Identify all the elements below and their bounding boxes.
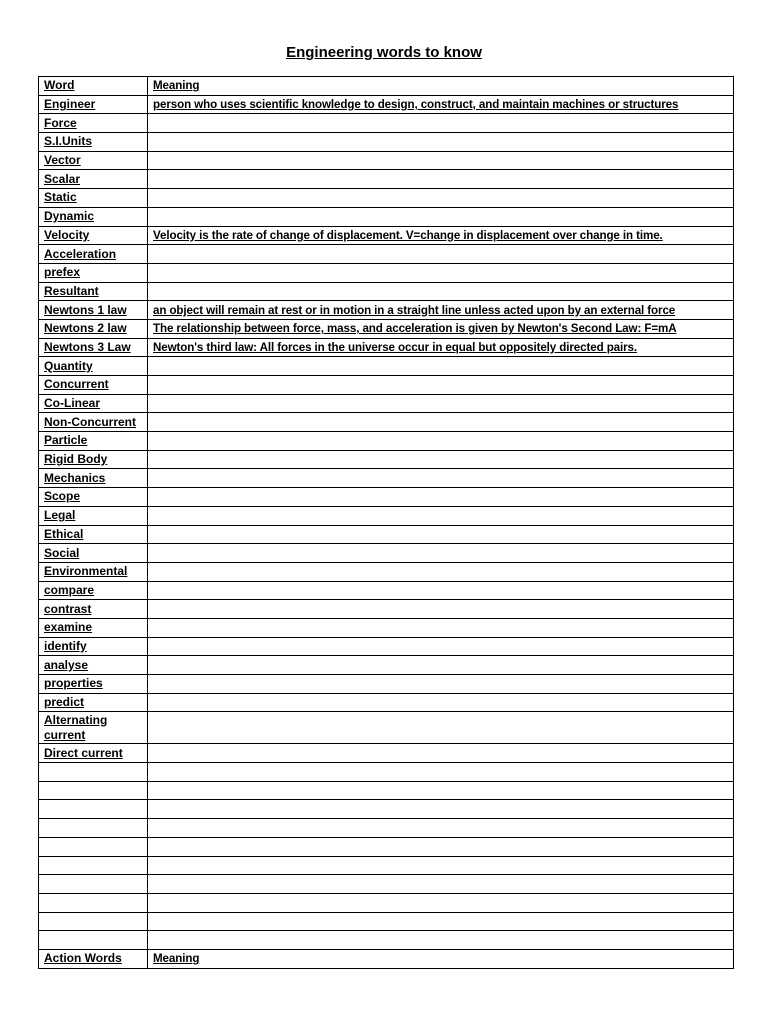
table-row [39,170,734,189]
word-cell: identify [39,637,148,656]
table-row [39,207,734,226]
meaning-cell [148,856,734,875]
word-cell: Engineer [39,95,148,114]
word-cell: predict [39,693,148,712]
word-cell: examine [39,618,148,637]
table-row [39,893,734,912]
word-cell: Concurrent [39,376,148,395]
word-cell: compare [39,581,148,600]
meaning-cell: Meaning [148,949,734,968]
meaning-cell [148,282,734,301]
word-cell: Newtons 2 law [39,319,148,338]
word-cell [39,856,148,875]
word-cell: Mechanics [39,469,148,488]
table-row [39,800,734,819]
word-cell [39,763,148,782]
word-cell: Dynamic [39,207,148,226]
word-cell: prefex [39,263,148,282]
word-cell: Acceleration [39,245,148,264]
meaning-cell [148,931,734,950]
table-row [39,114,734,133]
table-row [39,763,734,782]
table-row [39,488,734,507]
meaning-cell [148,488,734,507]
table-row [39,562,734,581]
word-cell: Direct current [39,744,148,763]
meaning-cell [148,432,734,451]
table-row [39,506,734,525]
meaning-cell [148,800,734,819]
vocabulary-table [38,76,734,969]
table-row [39,912,734,931]
word-cell: Scope [39,488,148,507]
word-cell: Action Words [39,949,148,968]
meaning-cell [148,170,734,189]
word-cell [39,819,148,838]
table-row [39,151,734,170]
table-row [39,581,734,600]
meaning-cell: an object will remain at rest or in motion in a straight line unless acted upon by an external force [148,301,734,320]
table-row [39,875,734,894]
vocabulary-table-body [39,77,734,969]
meaning-cell [148,562,734,581]
table-row [39,856,734,875]
meaning-cell [148,618,734,637]
meaning-cell [148,781,734,800]
meaning-cell [148,189,734,208]
meaning-cell [148,912,734,931]
meaning-cell [148,133,734,152]
table-row [39,226,734,245]
table-row [39,376,734,395]
meaning-cell [148,506,734,525]
table-row [39,637,734,656]
meaning-cell [148,875,734,894]
meaning-cell [148,207,734,226]
meaning-cell [148,263,734,282]
table-row [39,675,734,694]
table-row [39,618,734,637]
meaning-cell [148,693,734,712]
table-row [39,413,734,432]
meaning-cell [148,394,734,413]
table-row [39,301,734,320]
table-row [39,357,734,376]
word-cell: Non-Concurrent [39,413,148,432]
table-row [39,781,734,800]
word-cell [39,912,148,931]
table-row [39,282,734,301]
meaning-cell [148,114,734,133]
table-row [39,263,734,282]
word-cell: Rigid Body [39,450,148,469]
table-row [39,469,734,488]
table-row [39,656,734,675]
meaning-cell [148,837,734,856]
table-row [39,819,734,838]
table-row [39,319,734,338]
meaning-cell: The relationship between force, mass, and acceleration is given by Newton's Second Law: F=mA [148,319,734,338]
word-cell: Static [39,189,148,208]
meaning-cell [148,581,734,600]
word-cell: Co-Linear [39,394,148,413]
word-cell: Scalar [39,170,148,189]
table-row [39,133,734,152]
word-cell: Particle [39,432,148,451]
table-row [39,712,734,744]
page-title: Engineering words to know [286,44,482,61]
word-cell [39,837,148,856]
meaning-cell [148,450,734,469]
table-row [39,245,734,264]
meaning-cell [148,675,734,694]
word-cell: Vector [39,151,148,170]
word-cell: Environmental [39,562,148,581]
word-cell [39,800,148,819]
meaning-cell [148,712,734,744]
table-row [39,949,734,968]
meaning-cell: Newton's third law: All forces in the universe occur in equal but oppositely directed pairs. [148,338,734,357]
word-cell [39,893,148,912]
word-cell: Force [39,114,148,133]
word-cell: Newtons 1 law [39,301,148,320]
table-row [39,544,734,563]
word-cell: analyse [39,656,148,675]
meaning-cell [148,469,734,488]
table-row [39,837,734,856]
word-cell [39,781,148,800]
column-header-word: Word [39,77,148,96]
word-cell: Resultant [39,282,148,301]
meaning-cell [148,819,734,838]
meaning-cell [148,744,734,763]
table-header-row [39,77,734,96]
word-cell: Social [39,544,148,563]
word-cell [39,931,148,950]
word-cell: Quantity [39,357,148,376]
meaning-cell [148,544,734,563]
meaning-cell: person who uses scientific knowledge to design, construct, and maintain machines or structures [148,95,734,114]
table-row [39,450,734,469]
meaning-cell: Velocity is the rate of change of displacement. V=change in displacement over change in time. [148,226,734,245]
meaning-cell [148,600,734,619]
meaning-cell [148,376,734,395]
table-row [39,394,734,413]
word-cell: Velocity [39,226,148,245]
word-cell: Legal [39,506,148,525]
meaning-cell [148,637,734,656]
word-cell: S.I.Units [39,133,148,152]
word-cell: Newtons 3 Law [39,338,148,357]
meaning-cell [148,763,734,782]
table-row [39,338,734,357]
meaning-cell [148,357,734,376]
table-row [39,600,734,619]
meaning-cell [148,656,734,675]
meaning-cell [148,151,734,170]
word-cell: Ethical [39,525,148,544]
table-row [39,95,734,114]
meaning-cell [148,413,734,432]
table-row [39,693,734,712]
column-header-meaning: Meaning [148,77,734,96]
word-cell [39,875,148,894]
table-row [39,744,734,763]
meaning-cell [148,893,734,912]
table-row [39,189,734,208]
meaning-cell [148,525,734,544]
word-cell: contrast [39,600,148,619]
table-row [39,525,734,544]
word-cell: properties [39,675,148,694]
table-row [39,432,734,451]
table-row [39,931,734,950]
word-cell: Alternating current [39,712,148,744]
meaning-cell [148,245,734,264]
